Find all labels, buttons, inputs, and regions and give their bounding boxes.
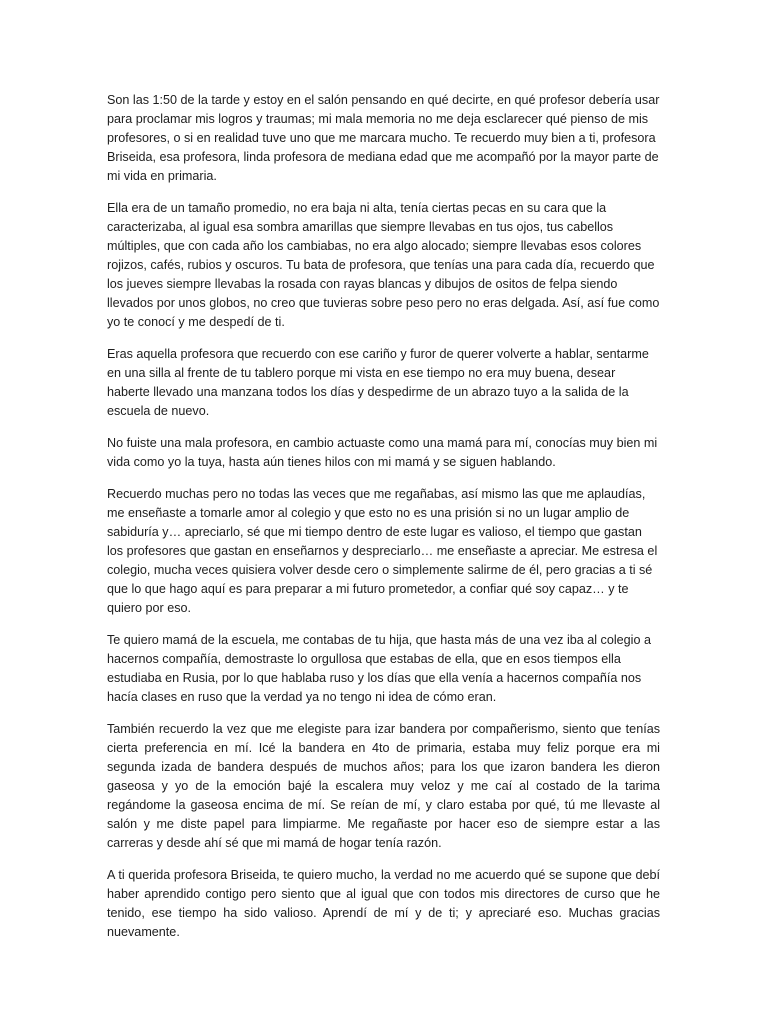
paragraph-6: Te quiero mamá de la escuela, me contabas de tu hija, que hasta más de una vez iba al colegio a hacernos compañía, demostraste lo orgullosa que estabas de ella, que en esos tiempos ella estudiaba en Rusia, por lo que hablaba ruso y los días que ella venía a hacernos compañía nos hacía clases en ruso que la verdad ya no tengo ni idea de cómo eran. xyxy=(107,633,651,704)
paragraph-2: Ella era de un tamaño promedio, no era baja ni alta, tenía ciertas pecas en su cara que la caracterizaba, al igual esa sombra amarillas que siempre llevabas en tus ojos, tus cabellos múltiples, que con cada año los cambiabas, no era algo alocado; siempre llevabas esos colores rojizos, cafés, rubios y oscuros. Tu bata de profesora, que tenías una para cada día, recuerdo que los jueves siempre llevabas la rosada con rayas blancas y dibujos de ositos de felpa siendo llevados por unos globos, no creo que tuvieras sobre peso pero no eras delgada. Así, así fue como yo te conocí y me despedí de ti. xyxy=(107,201,660,329)
paragraph-7: También recuerdo la vez que me elegiste para izar bandera por compañerismo, siento que tenías cierta preferencia en mí. Icé la bandera en 4to de primaria, estaba muy feliz porque era mi segunda izada de bandera después de muchos años; para los que izaron bandera les dieron gaseosa y yo de la emoción bajé la escalera muy veloz y me caí al costado de la tarima regándome la gaseosa encima de mí. Se reían de mí, y claro estaba por qué, tú me llevaste al salón y me diste papel para limpiarme. Me regañaste por hacer eso de siempre estar a las carreras y desde ahí sé que mi mamá de hogar tenía razón. xyxy=(107,722,660,850)
paragraph-5: Recuerdo muchas pero no todas las veces que me regañabas, así mismo las que me aplaudías, me enseñaste a tomarle amor al colegio y que esto no es una prisión si no un lugar amplio de sabiduría y… apreciarlo, sé que mi tiempo dentro de este lugar es valioso, el tiempo que gastan los profesores que gastan en enseñarnos y despreciarlo… me enseñaste a apreciar. Me estresa el colegio, mucha veces quisiera volver desde cero o simplemente salirme de él, pero gracias a ti sé que lo que hago aquí es para preparar a mi futuro prometedor, a confiar qué soy capaz… y te quiero por eso. xyxy=(107,487,658,615)
paragraph-8: A ti querida profesora Briseida, te quiero mucho, la verdad no me acuerdo qué se supone que debí haber aprendido contigo pero siento que al igual que con todos mis directores de curso que he tenido, ese tiempo ha sido valioso. Aprendí de mí y de ti; y apreciaré eso. Muchas gracias nuevamente. xyxy=(107,868,660,939)
paragraph-4: No fuiste una mala profesora, en cambio actuaste como una mamá para mí, conocías muy bien mi vida como yo la tuya, hasta aún tienes hilos con mi mamá y se siguen hablando. xyxy=(107,436,658,469)
paragraph-1: Son las 1:50 de la tarde y estoy en el salón pensando en qué decirte, en qué profesor debería usar para proclamar mis logros y traumas; mi mala memoria no me deja esclarecer qué pienso de mis profesores, o si en realidad tuve uno que me marcara mucho. Te recuerdo muy bien a ti, profesora Briseida, esa profesora, linda profesora de mediana edad que me acompañó por la mayor parte de mi vida en primaria. xyxy=(107,93,660,183)
letter-body xyxy=(107,91,660,955)
paragraph-3: Eras aquella profesora que recuerdo con ese cariño y furor de querer volverte a hablar, sentarme en una silla al frente de tu tablero porque mi vista en ese tiempo no era muy buena, desear haberte llevado una manzana todos los días y despedirme de un abrazo tuyo a la salida de la escuela de nuevo. xyxy=(107,347,649,418)
